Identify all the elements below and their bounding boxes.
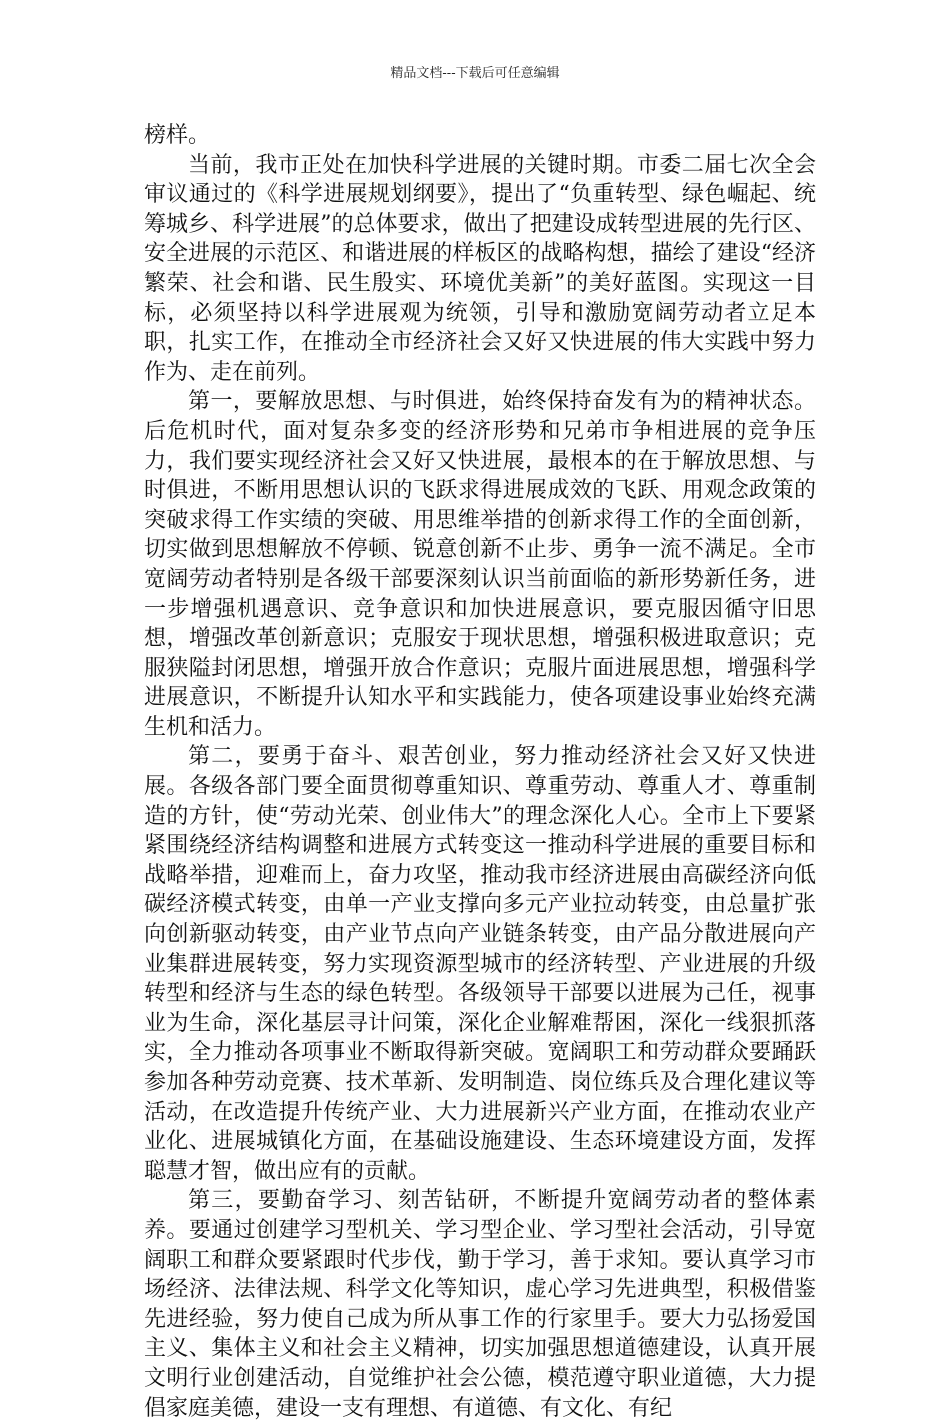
document-body — [144, 121, 816, 1423]
paragraph-first-point: 第一，要解放思想、与时俱进，始终保持奋发有为的精神状态。后危机时代，面对复杂多变的经济形势和兄弟市争相进展的竞争压力，我们要实现经济社会又好又快进展，最根本的在于解放思想、与时俱进，不断用思想认识的飞跃求得进展成效的飞跃、用观念政策的突破求得工作实绩的突破、用思维举措的创新求得工作的全面创新，切实做到思想解放不停顿、锐意创新不止步、勇争一流不满足。全市宽阔劳动者特别是各级干部要深刻认识当前面临的新形势新任务，进一步增强机遇意识、竞争意识和加快进展意识，要克服因循守旧思想，增强改革创新意识；克服安于现状思想，增强积极进取意识；克服狭隘封闭思想，增强开放合作意识；克服片面进展思想，增强科学进展意识，不断提升认知水平和实践能力，使各项建设事业始终充满生机和活力。 — [144, 389, 816, 740]
paragraph-second-point: 第二，要勇于奋斗、艰苦创业，努力推动经济社会又好又快进展。各级各部门要全面贯彻尊重知识、尊重劳动、尊重人才、尊重制造的方针，使“劳动光荣、创业伟大”的理念深化人心。全市上下要紧紧围绕经济结构调整和进展方式转变这一推动科学进展的重要目标和战略举措，迎难而上，奋力攻坚，推动我市经济进展由高碳经济向低碳经济模式转变，由单一产业支撑向多元产业拉动转变，由总量扩张向创新驱动转变，由产业节点向产业链条转变，由产品分散进展向产业集群进展转变，努力实现资源型城市的经济转型、产业进展的升级转型和经济与生态的绿色转型。各级领导干部要以进展为己任，视事业为生命，深化基层寻计问策，深化企业解难帮困，深化一线狠抓落实，全力推动各项事业不断取得新突破。宽阔职工和劳动群众要踊跃参加各种劳动竞赛、技术革新、发明制造、岗位练兵及合理化建议等活动，在改造提升传统产业、大力进展新兴产业方面，在推动农业产业化、进展城镇化方面，在基础设施建设、生态环境建设方面，发挥聪慧才智，做出应有的贡献。 — [144, 744, 816, 1184]
page-header: 精品文档---下载后可任意编辑 — [390, 66, 560, 81]
paragraph-continuation: 榜样。 — [144, 123, 211, 148]
paragraph-current-period: 当前，我市正处在加快科学进展的关键时期。市委二届七次全会审议通过的《科学进展规划纲要》，提出了“负重转型、绿色崛起、统筹城乡、科学进展”的总体要求，做出了把建设成转型进展的先行区、安全进展的示范区、和谐进展的样板区的战略构想，描绘了建设“经济繁荣、社会和谐、民生殷实、环境优美新”的美好蓝图。实现这一目标，必须坚持以科学进展观为统领，引导和激励宽阔劳动者立足本职，扎实工作，在推动全市经济社会又好又快进展的伟大实践中努力作为、走在前列。 — [144, 152, 816, 385]
paragraph-third-point: 第三，要勤奋学习、刻苦钻研，不断提升宽阔劳动者的整体素养。要通过创建学习型机关、学习型企业、学习型社会活动，引导宽阔职工和群众要紧跟时代步伐，勤于学习，善于求知。要认真学习市场经济、法律法规、科学文化等知识，虚心学习先进典型，积极借鉴先进经验，努力使自己成为所从事工作的行家里手。要大力弘扬爱国主义、集体主义和社会主义精神，切实加强思想道德建设，认真开展文明行业创建活动，自觉维护社会公德，模范遵守职业道德，大力提倡家庭美德，建设一支有理想、有道德、有文化、有纪 — [144, 1188, 816, 1421]
